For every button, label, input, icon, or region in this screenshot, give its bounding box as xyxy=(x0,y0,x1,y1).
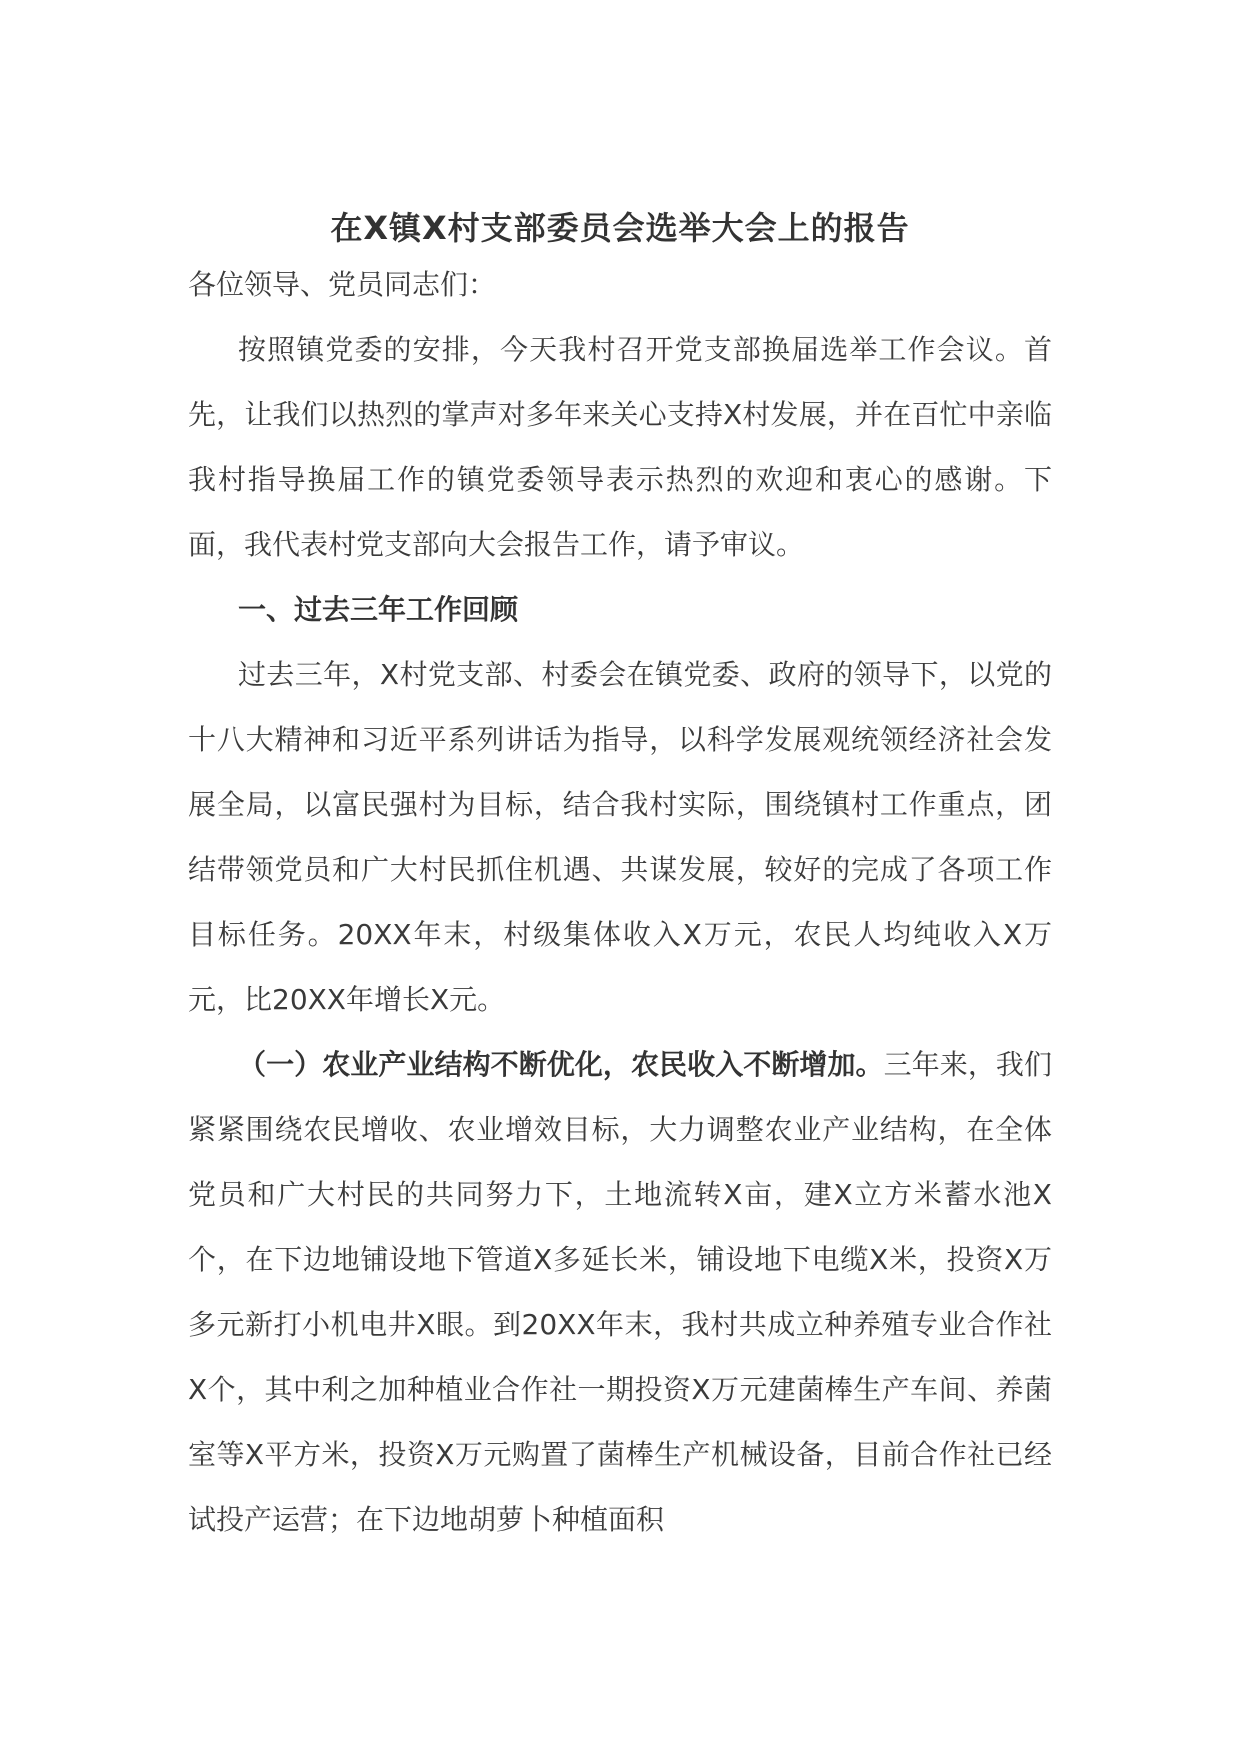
document-body xyxy=(188,252,1052,1552)
document-title: 在X镇X村支部委员会选举大会上的报告 xyxy=(330,209,910,247)
salutation: 各位领导、党员同志们： xyxy=(188,268,497,301)
subsection-heading-agriculture: （一）农业产业结构不断优化，农民收入不断增加。 xyxy=(238,1048,884,1081)
section-heading-review: 一、过去三年工作回顾 xyxy=(238,593,519,626)
opening-paragraph: 按照镇党委的安排，今天我村召开党支部换届选举工作会议。首先，让我们以热烈的掌声对多年来关心支持X村发展，并在百忙中亲临我村指导换届工作的镇党委领导表示热烈的欢迎和衷心的感谢。下面，我代表村党支部向大会报告工作，请予审议。 xyxy=(188,333,1052,561)
review-paragraph: 过去三年，X村党支部、村委会在镇党委、政府的领导下，以党的十八大精神和习近平系列讲话为指导，以科学发展观统领经济社会发展全局，以富民强村为目标，结合我村实际，围绕镇村工作重点，团结带领党员和广大村民抓住机遇、共谋发展，较好的完成了各项工作目标任务。20XX年末，村级集体收入X万元，农民人均纯收入X万元，比20XX年增长X元。 xyxy=(188,658,1052,1016)
agriculture-paragraph xyxy=(188,1032,1052,1552)
agriculture-paragraph-text: 三年来，我们紧紧围绕农民增收、农业增效目标，大力调整农业产业结构，在全体党员和广大村民的共同努力下，土地流转X亩，建X立方米蓄水池X个，在下边地铺设地下管道X多延长米，铺设地下电缆X米，投资X万多元新打小机电井X眼。到20XX年末，我村共成立种养殖专业合作社X个，其中利之加种植业合作社一期投资X万元建菌棒生产车间、养菌室等X平方米，投资X万元购置了菌棒生产机械设备，目前合作社已经试投产运营；在下边地胡萝卜种植面积 xyxy=(188,1048,1052,1536)
